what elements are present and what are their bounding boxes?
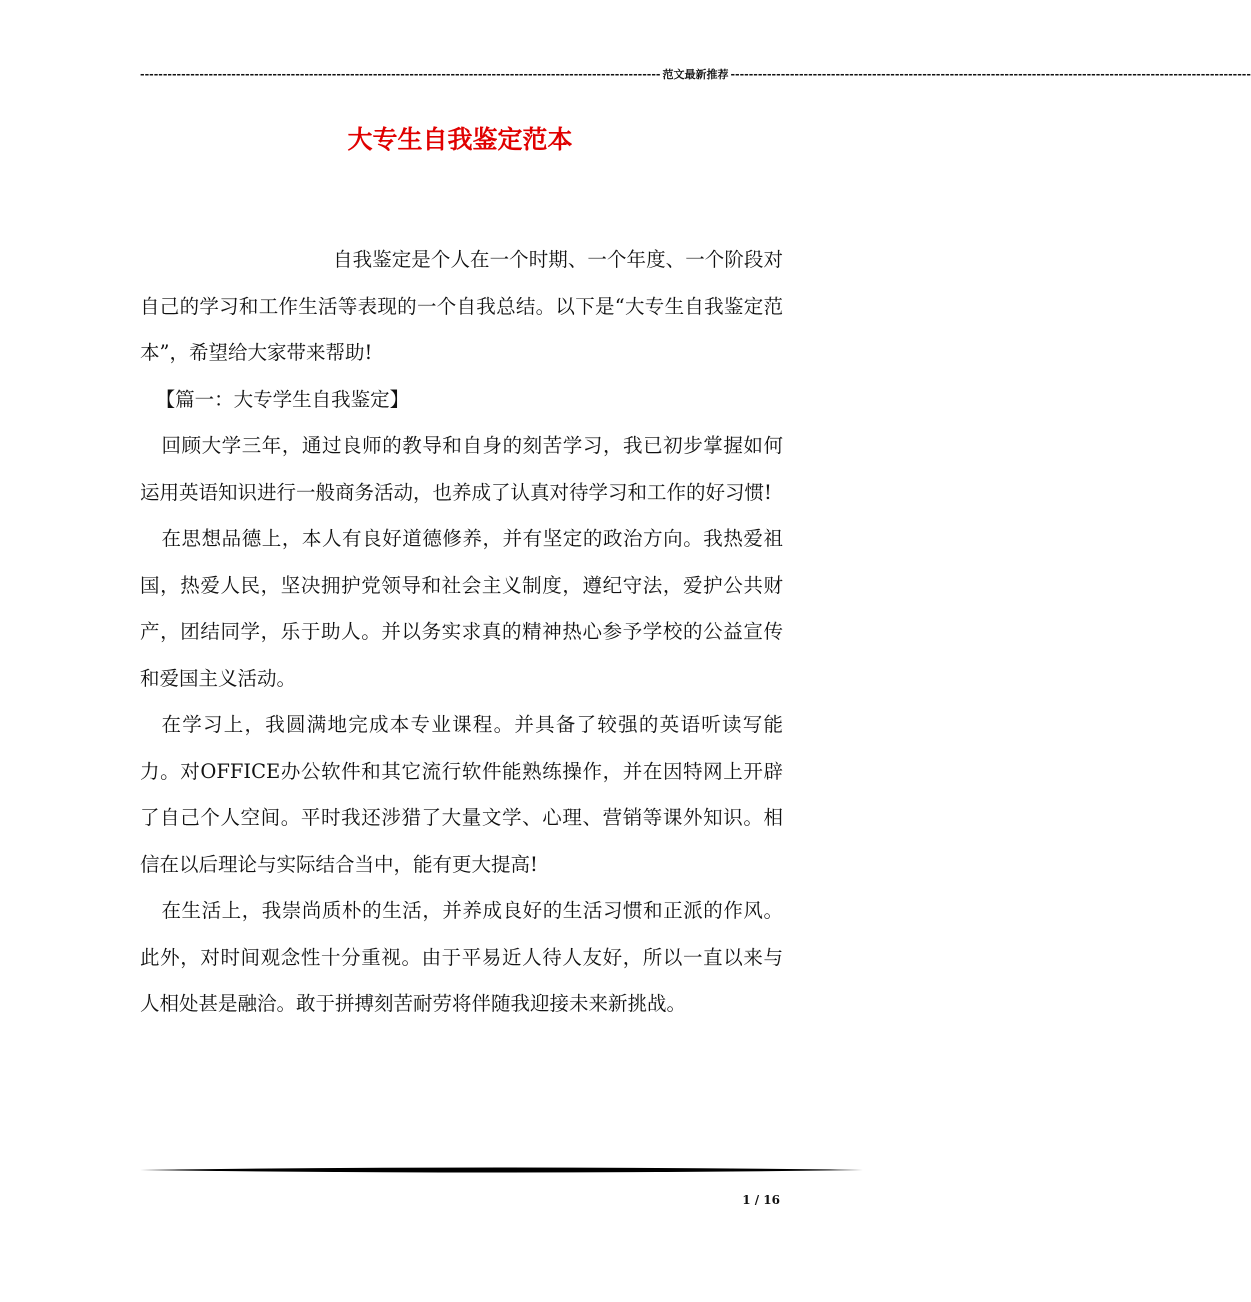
document-title: 大专生自我鉴定范本 — [347, 125, 573, 154]
document-body — [140, 237, 783, 1028]
page-header — [140, 66, 1251, 82]
body-paragraph: 回顾大学三年，通过良师的教导和自身的刻苦学习，我已初步掌握如何运用英语知识进行一般商务活动，也养成了认真对待学习和工作的好习惯! — [140, 434, 783, 504]
header-label: 范文最新推荐 — [662, 68, 729, 81]
body-paragraph: 在思想品德上，本人有良好道德修养，并有坚定的政治方向。我热爱祖国，热爱人民，坚决拥护党领导和社会主义制度，遵纪守法，爱护公共财产，团结同学，乐于助人。并以务实求真的精神热心参予学校的公益宣传和爱国主义活动。 — [140, 527, 783, 690]
section-heading: 【篇一：大专学生自我鉴定】 — [155, 387, 410, 411]
header-dash-right: ------------------------------------------------------------------------------------------------------------------ — [730, 67, 1251, 81]
body-paragraph: 在生活上，我崇尚质朴的生活，并养成良好的生活习惯和正派的作风。此外，对时间观念性十分重视。由于平易近人待人友好，所以一直以来与人相处甚是融洽。敢于拼搏刻苦耐劳将伴随我迎接未来新挑战。 — [140, 899, 783, 1015]
page-number: 1 / 16 — [742, 1193, 780, 1207]
footer-rule — [140, 1166, 863, 1174]
header-dash-left: ------------------------------------------------------------------------------------------------------------------ — [140, 67, 661, 81]
intro-paragraph: 自我鉴定是个人在一个时期、一个年度、一个阶段对自己的学习和工作生活等表现的一个自我总结。以下是“大专生自我鉴定范本”，希望给大家带来帮助! — [140, 248, 783, 364]
body-paragraph: 在学习上，我圆满地完成本专业课程。并具备了较强的英语听读写能力。对OFFICE办公软件和其它流行软件能熟练操作，并在因特网上开辟了自己个人空间。平时我还涉猎了大量文学、心理、营销等课外知识。相信在以后理论与实际结合当中，能有更大提高! — [140, 713, 783, 876]
